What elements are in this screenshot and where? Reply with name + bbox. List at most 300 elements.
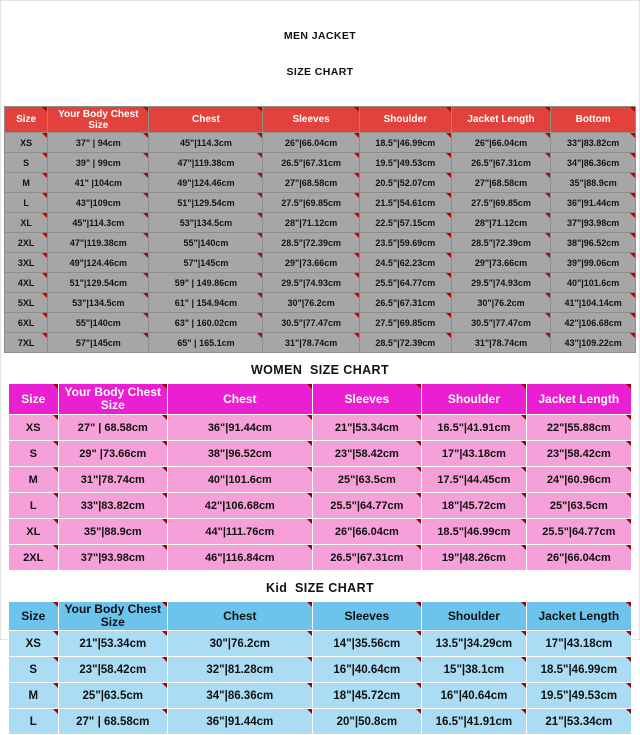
- measurement-cell: [312, 657, 421, 683]
- cell-text: 29" |73.66cm: [79, 447, 147, 460]
- cell-text: 16"|40.64cm: [333, 663, 401, 676]
- measurement-cell: [359, 133, 451, 153]
- corner-marker-icon: [257, 213, 262, 218]
- men-size-table: [4, 106, 636, 353]
- cell-text: 27.5"|69.85cm: [375, 317, 436, 328]
- measurement-cell: [168, 415, 313, 441]
- cell-text: 18.5"|46.99cm: [437, 525, 511, 538]
- cell-text: 28.5"|72.39cm: [471, 237, 531, 248]
- corner-marker-icon: [257, 173, 262, 178]
- size-label-cell: [5, 153, 48, 173]
- measurement-cell: [526, 493, 631, 519]
- corner-marker-icon: [354, 333, 359, 338]
- corner-marker-icon: [354, 273, 359, 278]
- corner-marker-icon: [446, 333, 451, 338]
- corner-marker-icon: [257, 273, 262, 278]
- cell-text: 16.5"|41.91cm: [435, 715, 513, 728]
- table-row: [5, 313, 636, 333]
- column-header: [312, 602, 421, 631]
- measurement-cell: [451, 133, 550, 153]
- cell-text: 26"|66.04cm: [474, 137, 528, 148]
- corner-marker-icon: [162, 493, 167, 498]
- measurement-cell: [451, 313, 550, 333]
- table-row: [9, 415, 632, 441]
- cell-text: M: [28, 473, 38, 486]
- measurement-cell: [263, 173, 359, 193]
- measurement-cell: [58, 657, 167, 683]
- cell-text: 40"|101.6cm: [566, 277, 620, 288]
- column-header-label: Jacket Length: [467, 114, 535, 125]
- size-label-cell: [5, 213, 48, 233]
- corner-marker-icon: [446, 153, 451, 158]
- cell-text: 22"|55.88cm: [546, 421, 611, 434]
- cell-text: 43"|109cm: [75, 197, 121, 208]
- corner-marker-icon: [446, 133, 451, 138]
- size-label-cell: [5, 253, 48, 273]
- corner-marker-icon: [630, 273, 635, 278]
- measurement-cell: [359, 213, 451, 233]
- table-row: [5, 333, 636, 353]
- corner-marker-icon: [257, 313, 262, 318]
- measurement-cell: [422, 709, 527, 735]
- corner-marker-icon: [307, 602, 312, 607]
- corner-marker-icon: [257, 253, 262, 258]
- cell-text: 18"|45.72cm: [441, 499, 506, 512]
- measurement-cell: [149, 173, 263, 193]
- corner-marker-icon: [53, 602, 58, 607]
- kid-chart-title: Kid SIZE CHART: [265, 581, 375, 595]
- measurement-cell: [168, 467, 313, 493]
- cell-text: 35"|88.9cm: [83, 525, 142, 538]
- corner-marker-icon: [42, 313, 47, 318]
- cell-text: 43"|109.22cm: [564, 337, 622, 348]
- corner-marker-icon: [630, 313, 635, 318]
- measurement-cell: [359, 293, 451, 313]
- size-label-cell: [5, 293, 48, 313]
- corner-marker-icon: [416, 602, 421, 607]
- corner-marker-icon: [307, 441, 312, 446]
- table-row: [5, 293, 636, 313]
- corner-marker-icon: [545, 253, 550, 258]
- cell-text: 31"|78.74cm: [284, 337, 338, 348]
- cell-text: 55"|140cm: [75, 317, 121, 328]
- cell-text: 2XL: [23, 551, 44, 564]
- measurement-cell: [451, 333, 550, 353]
- corner-marker-icon: [521, 631, 526, 636]
- corner-marker-icon: [162, 545, 167, 550]
- corner-marker-icon: [257, 293, 262, 298]
- corner-marker-icon: [307, 467, 312, 472]
- cell-text: 28.5"|72.39cm: [281, 237, 342, 248]
- cell-text: 7XL: [17, 337, 35, 348]
- measurement-cell: [263, 293, 359, 313]
- cell-text: 15"|38.1cm: [443, 663, 505, 676]
- cell-text: 14"|35.56cm: [333, 637, 401, 650]
- cell-text: 49"|124.46cm: [69, 257, 127, 268]
- corner-marker-icon: [446, 253, 451, 258]
- cell-text: 30"|76.2cm: [287, 297, 335, 308]
- women-chart-title: WOMEN SIZE CHART: [250, 363, 390, 377]
- table-row: [9, 493, 632, 519]
- cell-text: 63" | 160.02cm: [174, 317, 238, 328]
- cell-text: 28"|71.12cm: [474, 217, 528, 228]
- corner-marker-icon: [354, 107, 359, 112]
- column-header: [168, 384, 313, 415]
- cell-text: 35"|88.9cm: [569, 177, 617, 188]
- measurement-cell: [312, 631, 421, 657]
- corner-marker-icon: [446, 107, 451, 112]
- cell-text: 6XL: [17, 317, 35, 328]
- measurement-cell: [526, 657, 631, 683]
- cell-text: 49"|124.46cm: [177, 177, 235, 188]
- cell-text: 19.5"|49.53cm: [375, 157, 436, 168]
- size-label-cell: [5, 133, 48, 153]
- corner-marker-icon: [143, 293, 148, 298]
- size-label-cell: [9, 467, 59, 493]
- column-header: [422, 384, 527, 415]
- men-size-chart-section: [1, 6, 639, 353]
- corner-marker-icon: [257, 333, 262, 338]
- column-header: [58, 384, 167, 415]
- measurement-cell: [551, 173, 636, 193]
- cell-text: 29.5"|74.93cm: [281, 277, 342, 288]
- cell-text: 17.5"|44.45cm: [437, 473, 511, 486]
- corner-marker-icon: [42, 193, 47, 198]
- corner-marker-icon: [42, 173, 47, 178]
- cell-text: 16.5"|41.91cm: [437, 421, 511, 434]
- measurement-cell: [312, 441, 421, 467]
- corner-marker-icon: [416, 519, 421, 524]
- cell-text: 2XL: [17, 237, 35, 248]
- cell-text: 33"|83.82cm: [566, 137, 620, 148]
- corner-marker-icon: [42, 213, 47, 218]
- measurement-cell: [359, 253, 451, 273]
- cell-text: 30.5"|77.47cm: [281, 317, 342, 328]
- cell-text: L: [23, 197, 29, 208]
- size-label-cell: [9, 631, 59, 657]
- cell-text: 19.5"|49.53cm: [540, 689, 618, 702]
- size-label-cell: [9, 415, 59, 441]
- size-label-cell: [9, 545, 59, 571]
- measurement-cell: [263, 153, 359, 173]
- column-header-label: Sleeves: [344, 391, 390, 406]
- measurement-cell: [359, 193, 451, 213]
- corner-marker-icon: [626, 683, 631, 688]
- corner-marker-icon: [521, 683, 526, 688]
- measurement-cell: [551, 133, 636, 153]
- corner-marker-icon: [307, 545, 312, 550]
- measurement-cell: [422, 415, 527, 441]
- corner-marker-icon: [143, 153, 148, 158]
- corner-marker-icon: [545, 213, 550, 218]
- column-header: [9, 384, 59, 415]
- measurement-cell: [551, 333, 636, 353]
- cell-text: 37"|93.98cm: [566, 217, 620, 228]
- measurement-cell: [48, 133, 149, 153]
- cell-text: XL: [20, 217, 32, 228]
- corner-marker-icon: [545, 293, 550, 298]
- measurement-cell: [58, 441, 167, 467]
- corner-marker-icon: [162, 467, 167, 472]
- column-header: [9, 602, 59, 631]
- measurement-cell: [312, 545, 421, 571]
- corner-marker-icon: [143, 213, 148, 218]
- corner-marker-icon: [626, 631, 631, 636]
- corner-marker-icon: [626, 493, 631, 498]
- measurement-cell: [48, 293, 149, 313]
- size-label-cell: [5, 273, 48, 293]
- measurement-cell: [422, 657, 527, 683]
- header-row: [9, 602, 632, 631]
- measurement-cell: [149, 213, 263, 233]
- measurement-cell: [526, 545, 631, 571]
- cell-text: 27.5"|69.85cm: [281, 197, 342, 208]
- corner-marker-icon: [162, 683, 167, 688]
- measurement-cell: [551, 253, 636, 273]
- cell-text: 21"|53.34cm: [545, 715, 613, 728]
- corner-marker-icon: [354, 153, 359, 158]
- corner-marker-icon: [416, 493, 421, 498]
- measurement-cell: [149, 333, 263, 353]
- measurement-cell: [263, 213, 359, 233]
- column-header: [58, 602, 167, 631]
- corner-marker-icon: [545, 193, 550, 198]
- corner-marker-icon: [446, 233, 451, 238]
- measurement-cell: [312, 683, 421, 709]
- cell-text: 53"|134.5cm: [72, 297, 125, 308]
- column-header-label: Chest: [223, 391, 257, 406]
- cell-text: 51"|129.54cm: [177, 197, 235, 208]
- column-header-label: Bottom: [575, 114, 611, 125]
- corner-marker-icon: [162, 441, 167, 446]
- cell-text: 26.5"|67.31cm: [471, 157, 531, 168]
- corner-marker-icon: [446, 193, 451, 198]
- cell-text: 26"|66.04cm: [334, 525, 399, 538]
- size-label-cell: [9, 683, 59, 709]
- corner-marker-icon: [630, 193, 635, 198]
- measurement-cell: [48, 253, 149, 273]
- measurement-cell: [149, 133, 263, 153]
- cell-text: 33"|83.82cm: [80, 499, 145, 512]
- corner-marker-icon: [53, 545, 58, 550]
- measurement-cell: [48, 313, 149, 333]
- measurement-cell: [58, 709, 167, 735]
- table-row: [9, 683, 632, 709]
- measurement-cell: [168, 545, 313, 571]
- cell-text: 25.5"|64.77cm: [375, 277, 436, 288]
- corner-marker-icon: [42, 153, 47, 158]
- table-row: [5, 133, 636, 153]
- corner-marker-icon: [521, 493, 526, 498]
- corner-marker-icon: [416, 467, 421, 472]
- measurement-cell: [58, 545, 167, 571]
- corner-marker-icon: [257, 133, 262, 138]
- header-row: [5, 107, 636, 133]
- measurement-cell: [48, 233, 149, 253]
- cell-text: 3XL: [17, 257, 35, 268]
- corner-marker-icon: [626, 384, 631, 389]
- cell-text: 44"|111.76cm: [205, 525, 275, 538]
- cell-text: 37" | 94cm: [75, 137, 121, 148]
- measurement-cell: [359, 153, 451, 173]
- table-row: [9, 709, 632, 735]
- corner-marker-icon: [446, 293, 451, 298]
- corner-marker-icon: [416, 631, 421, 636]
- corner-marker-icon: [630, 293, 635, 298]
- corner-marker-icon: [53, 384, 58, 389]
- cell-text: 26.5"|67.31cm: [375, 297, 436, 308]
- measurement-cell: [359, 313, 451, 333]
- corner-marker-icon: [630, 213, 635, 218]
- corner-marker-icon: [354, 193, 359, 198]
- measurement-cell: [422, 631, 527, 657]
- cell-text: 31"|78.74cm: [474, 337, 528, 348]
- measurement-cell: [359, 173, 451, 193]
- cell-text: 23"|58.42cm: [79, 663, 147, 676]
- measurement-cell: [149, 233, 263, 253]
- corner-marker-icon: [626, 467, 631, 472]
- measurement-cell: [526, 415, 631, 441]
- measurement-cell: [312, 519, 421, 545]
- corner-marker-icon: [626, 545, 631, 550]
- measurement-cell: [263, 313, 359, 333]
- cell-text: 27.5"|69.85cm: [471, 197, 531, 208]
- corner-marker-icon: [162, 519, 167, 524]
- corner-marker-icon: [257, 153, 262, 158]
- corner-marker-icon: [626, 441, 631, 446]
- cell-text: 28"|71.12cm: [284, 217, 338, 228]
- cell-text: M: [22, 177, 30, 188]
- cell-text: 29"|73.66cm: [474, 257, 528, 268]
- cell-text: 13.5"|34.29cm: [435, 637, 513, 650]
- column-header-label: Chest: [192, 114, 220, 125]
- size-label-cell: [9, 493, 59, 519]
- corner-marker-icon: [416, 657, 421, 662]
- corner-marker-icon: [521, 384, 526, 389]
- cell-text: L: [29, 715, 37, 728]
- women-size-table: [8, 383, 632, 571]
- table-row: [5, 153, 636, 173]
- measurement-cell: [359, 333, 451, 353]
- cell-text: 20.5"|52.07cm: [375, 177, 436, 188]
- corner-marker-icon: [143, 193, 148, 198]
- corner-marker-icon: [354, 313, 359, 318]
- measurement-cell: [263, 253, 359, 273]
- cell-text: XS: [20, 137, 33, 148]
- table-row: [9, 441, 632, 467]
- corner-marker-icon: [630, 233, 635, 238]
- corner-marker-icon: [162, 657, 167, 662]
- cell-text: 31"|78.74cm: [80, 473, 145, 486]
- cell-text: 27" | 68.58cm: [76, 715, 150, 728]
- corner-marker-icon: [42, 233, 47, 238]
- corner-marker-icon: [446, 173, 451, 178]
- kid-size-table: [8, 601, 632, 735]
- measurement-cell: [551, 313, 636, 333]
- measurement-cell: [58, 493, 167, 519]
- table-row: [9, 519, 632, 545]
- corner-marker-icon: [53, 415, 58, 420]
- corner-marker-icon: [446, 313, 451, 318]
- measurement-cell: [58, 415, 167, 441]
- column-header-label: Jacket Length: [538, 391, 620, 406]
- corner-marker-icon: [630, 107, 635, 112]
- corner-marker-icon: [354, 173, 359, 178]
- cell-text: 19"|48.26cm: [441, 551, 506, 564]
- column-header-label: Shoulder: [447, 391, 500, 406]
- measurement-cell: [526, 683, 631, 709]
- column-header-label: Chest: [223, 608, 257, 623]
- size-label-cell: [5, 173, 48, 193]
- corner-marker-icon: [446, 213, 451, 218]
- measurement-cell: [422, 467, 527, 493]
- men-chart-title-line2: SIZE CHART: [286, 66, 354, 78]
- cell-text: 29"|73.66cm: [284, 257, 338, 268]
- corner-marker-icon: [53, 631, 58, 636]
- cell-text: 5XL: [17, 297, 35, 308]
- cell-text: 26.5"|67.31cm: [330, 551, 404, 564]
- measurement-cell: [149, 253, 263, 273]
- column-header-label: Sleeves: [292, 114, 330, 125]
- corner-marker-icon: [307, 493, 312, 498]
- corner-marker-icon: [307, 683, 312, 688]
- cell-text: 16"|40.64cm: [440, 689, 508, 702]
- cell-text: XS: [25, 637, 41, 650]
- cell-text: 18.5"|46.99cm: [540, 663, 618, 676]
- cell-text: 36"|91.44cm: [566, 197, 620, 208]
- size-label-cell: [9, 657, 59, 683]
- cell-text: 37"|93.98cm: [80, 551, 145, 564]
- corner-marker-icon: [545, 333, 550, 338]
- column-header-label: Size: [21, 391, 46, 406]
- corner-marker-icon: [143, 107, 148, 112]
- cell-text: 51"|129.54cm: [69, 277, 127, 288]
- cell-text: 57"|145cm: [75, 337, 121, 348]
- table-row: [9, 467, 632, 493]
- corner-marker-icon: [416, 415, 421, 420]
- measurement-cell: [551, 293, 636, 313]
- measurement-cell: [312, 467, 421, 493]
- size-label-cell: [9, 519, 59, 545]
- cell-text: 45"|114.3cm: [180, 137, 232, 148]
- corner-marker-icon: [521, 467, 526, 472]
- measurement-cell: [168, 657, 313, 683]
- table-row: [9, 657, 632, 683]
- measurement-cell: [551, 153, 636, 173]
- corner-marker-icon: [545, 133, 550, 138]
- measurement-cell: [551, 193, 636, 213]
- cell-text: 53"|134.5cm: [179, 217, 233, 228]
- cell-text: 30"|76.2cm: [209, 637, 271, 650]
- corner-marker-icon: [307, 631, 312, 636]
- men-chart-title: [1, 6, 639, 102]
- measurement-cell: [58, 631, 167, 657]
- corner-marker-icon: [143, 133, 148, 138]
- cell-text: 26"|66.04cm: [284, 137, 338, 148]
- column-header: [526, 602, 631, 631]
- cell-text: 25"|63.5cm: [337, 473, 396, 486]
- measurement-cell: [451, 213, 550, 233]
- cell-text: 23"|58.42cm: [546, 447, 611, 460]
- corner-marker-icon: [626, 519, 631, 524]
- cell-text: 23"|58.42cm: [334, 447, 399, 460]
- measurement-cell: [149, 273, 263, 293]
- size-label-cell: [9, 709, 59, 735]
- size-label-cell: [5, 233, 48, 253]
- corner-marker-icon: [626, 709, 631, 714]
- measurement-cell: [526, 631, 631, 657]
- corner-marker-icon: [53, 709, 58, 714]
